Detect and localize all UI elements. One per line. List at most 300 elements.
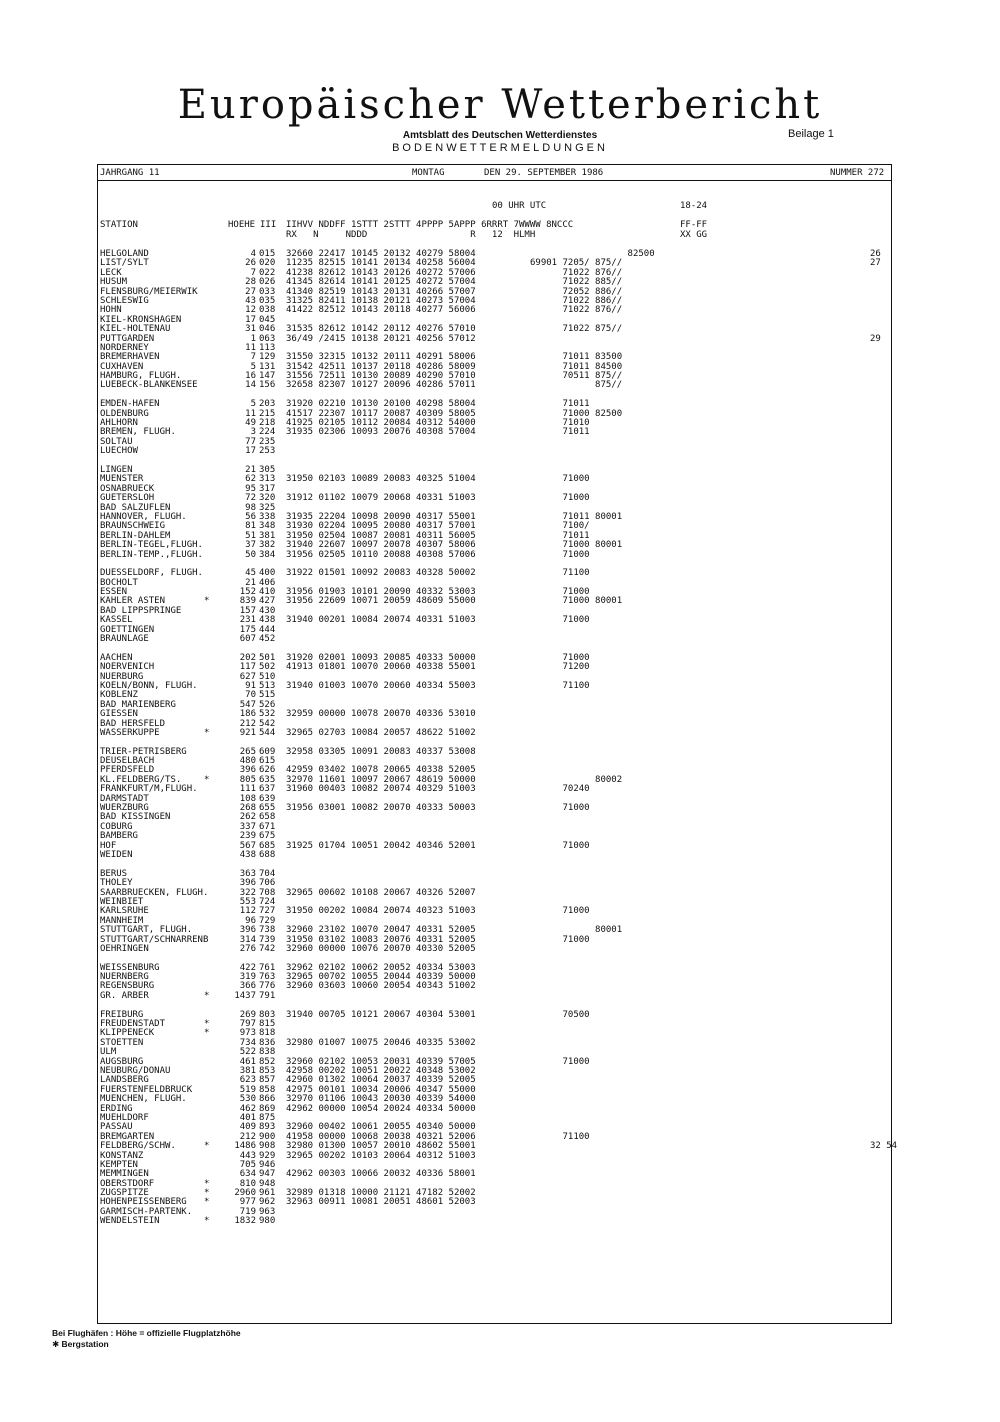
station-index: 513	[259, 680, 276, 691]
station-name: EMDEN-HAFEN	[100, 399, 160, 410]
observation-groups: 31940 22607 10097 20078 40307 58006	[286, 540, 476, 551]
station-index: 655	[259, 803, 276, 814]
station-index: 526	[259, 699, 276, 710]
additional-groups: 71022 875//	[530, 324, 623, 335]
station-name: DEUSELBACH	[100, 756, 155, 767]
observation-groups: 31912 01102 10079 20068 40331 51003	[286, 493, 476, 504]
observation-groups: 31956 03001 10082 20070 40333 50003	[286, 803, 476, 814]
time-label: 00 UHR UTC	[492, 201, 547, 211]
station-height: 212	[239, 1131, 256, 1142]
station-height: 108	[239, 793, 256, 804]
additional-groups: 71000	[530, 549, 590, 560]
station-index: 501	[259, 652, 276, 663]
station-index: 235	[259, 436, 276, 447]
observation-groups: 32960 00402 10061 20055 40340 50000	[286, 1122, 476, 1133]
station-name: WEISSENBURG	[100, 962, 160, 973]
station-height: 12	[245, 305, 256, 316]
station-index: 156	[259, 380, 276, 391]
observation-groups: 31950 03102 10083 20076 40331 52005	[286, 934, 476, 945]
station-index: 430	[259, 605, 276, 616]
station-index: 038	[259, 305, 276, 316]
station-height: 634	[239, 1169, 256, 1180]
observation-groups: 32960 02102 10053 20031 40339 57005	[286, 1056, 476, 1067]
additional-groups: 71200	[530, 662, 590, 673]
station-name: KIEL-KRONSHAGEN	[100, 314, 182, 325]
station-name: KOELN/BONN, FLUGH.	[100, 680, 198, 691]
station-height: 202	[239, 652, 256, 663]
report-date: DEN 29. SEPTEMBER 1986	[484, 168, 604, 178]
station-name: ZUGSPITZE	[100, 1188, 149, 1199]
station-index: 382	[259, 540, 276, 551]
station-name: OEHRINGEN	[100, 943, 149, 954]
station-name: THOLEY	[100, 878, 133, 889]
station-height: 7	[250, 352, 256, 363]
observation-groups: 31925 01704 10051 20042 40346 52001	[286, 840, 476, 851]
observation-groups: 32960 23102 10070 20047 40331 52005	[286, 925, 476, 936]
subtitle: Amtsblatt des Deutschen Wetterdienstes	[402, 130, 598, 141]
station-height: 623	[239, 1075, 256, 1086]
station-name: KOBLENZ	[100, 690, 138, 701]
station-name: KEMPTEN	[100, 1159, 138, 1170]
station-height: 319	[239, 972, 256, 983]
footnote-mountain-station: ✱ Bergstation	[52, 1339, 109, 1349]
additional-groups: 71022 885//	[530, 277, 623, 288]
station-index: 338	[259, 511, 276, 522]
station-index: 113	[259, 342, 276, 353]
station-name: LUEBECK-BLANKENSEE	[100, 380, 198, 391]
observation-groups: 41340 82519 10143 20131 40266 57007	[286, 286, 476, 297]
station-height: 719	[239, 1206, 256, 1217]
station-name: KARLSRUHE	[100, 906, 149, 917]
station-name: MUENCHEN, FLUGH.	[100, 1094, 187, 1105]
station-index: 704	[259, 868, 276, 879]
additional-groups: 71000 82500	[530, 408, 623, 419]
station-index: 452	[259, 634, 276, 645]
observation-groups: 41345 82614 10141 20125 40272 57004	[286, 277, 476, 288]
station-index: 685	[259, 840, 276, 851]
observation-groups: 11235 82515 10141 20134 40258 56004	[286, 258, 476, 269]
station-name: FREIBURG	[100, 1009, 144, 1020]
station-index: 035	[259, 295, 276, 306]
station-index: 852	[259, 1056, 276, 1067]
observation-groups: 31950 02103 10089 20083 40325 51004	[286, 474, 476, 485]
mountain-station-marker: *	[204, 596, 210, 607]
station-height: 705	[239, 1159, 256, 1170]
observation-groups: 41517 22307 10117 20087 40309 58005	[286, 408, 476, 419]
observation-groups: 42975 00101 10034 20006 40347 55000	[286, 1084, 476, 1095]
station-index: 427	[259, 596, 276, 607]
station-height: 72	[245, 493, 256, 504]
station-index: 045	[259, 314, 276, 325]
station-height: 7	[250, 267, 256, 278]
station-name: BAD HERSFELD	[100, 718, 166, 729]
additional-groups: 71000	[530, 474, 590, 485]
observation-groups: 31325 82411 10138 20121 40273 57004	[286, 295, 476, 306]
station-index: 675	[259, 831, 276, 842]
station-name: HANNOVER, FLUGH.	[100, 511, 187, 522]
station-name: OLDENBURG	[100, 408, 149, 419]
mountain-station-marker: *	[204, 727, 210, 738]
station-index: 063	[259, 333, 276, 344]
observation-groups: 31940 00201 10084 20074 40331 51003	[286, 615, 476, 626]
station-index: 542	[259, 718, 276, 729]
station-name: GR. ARBER	[100, 990, 149, 1001]
station-name: PASSAU	[100, 1122, 133, 1133]
station-name: FREUDENSTADT	[100, 1019, 166, 1030]
observation-groups: 31960 00403 10082 20074 40329 51003	[286, 784, 476, 795]
station-height: 17	[245, 314, 256, 325]
observation-groups: 42962 00303 10066 20032 40336 58001	[286, 1169, 476, 1180]
station-index: 253	[259, 446, 276, 457]
station-index: 858	[259, 1084, 276, 1095]
station-name: STUTTGART/SCHNARRENB	[100, 934, 209, 945]
additional-groups: 80001	[530, 925, 623, 936]
station-height: 480	[239, 756, 256, 767]
station-height: 734	[239, 1037, 256, 1048]
station-name: BAMBERG	[100, 831, 138, 842]
station-height: 27	[245, 286, 256, 297]
station-name: AUGSBURG	[100, 1056, 144, 1067]
station-height: 530	[239, 1094, 256, 1105]
wind-gust-groups: 26	[870, 249, 881, 259]
station-height: 157	[239, 605, 256, 616]
station-name: GOETTINGEN	[100, 624, 155, 635]
station-index: 400	[259, 568, 276, 579]
observation-groups: 41925 02105 10112 20084 40312 54000	[286, 418, 476, 429]
observation-groups: 32959 00000 10078 20070 40336 53010	[286, 709, 476, 720]
station-index: 708	[259, 887, 276, 898]
station-index: 688	[259, 850, 276, 860]
additional-groups: 71000	[530, 840, 590, 851]
station-index: 609	[259, 746, 276, 757]
station-name: WASSERKUPPE	[100, 727, 160, 738]
station-name: BOCHOLT	[100, 577, 138, 588]
station-name: KAHLER ASTEN	[100, 596, 166, 607]
station-index: 438	[259, 615, 276, 626]
station-name: HOHN	[100, 305, 122, 316]
mountain-station-marker: *	[204, 1188, 210, 1199]
station-height: 268	[239, 803, 256, 814]
station-name: BREMEN, FLUGH.	[100, 427, 176, 438]
station-height: 11	[245, 408, 256, 419]
station-index: 838	[259, 1047, 276, 1058]
wind-gust-groups: 29	[870, 333, 881, 344]
station-height: 77	[245, 436, 256, 447]
station-name: WEINBIET	[100, 896, 144, 907]
station-height: 239	[239, 831, 256, 842]
station-height: 314	[239, 934, 256, 945]
mountain-station-marker: *	[204, 1019, 210, 1030]
additional-groups: 71000	[530, 906, 590, 917]
station-index: 317	[259, 483, 276, 494]
station-height: 26	[245, 258, 256, 269]
station-index: 908	[259, 1141, 276, 1152]
station-height: 269	[239, 1009, 256, 1020]
station-name: ESSEN	[100, 587, 128, 598]
observation-groups: 32980 01300 10057 20010 48602 55001	[286, 1141, 476, 1152]
station-index: 635	[259, 774, 276, 785]
station-name: NORDERNEY	[100, 342, 149, 353]
station-name: NUERNBERG	[100, 972, 149, 983]
additional-groups: 71000	[530, 803, 590, 814]
station-height: 522	[239, 1047, 256, 1058]
station-height: 70	[245, 690, 256, 701]
station-height: 4	[250, 249, 256, 259]
station-name: MEMMINGEN	[100, 1169, 149, 1180]
station-index: 444	[259, 624, 276, 635]
observation-groups: 32989 01318 10000 21121 47182 52002	[286, 1188, 476, 1199]
station-name: LIST/SYLT	[100, 258, 149, 269]
mountain-station-marker: *	[204, 1178, 210, 1189]
additional-groups: 70500	[530, 1009, 590, 1020]
station-height: 396	[239, 878, 256, 889]
station-index: 639	[259, 793, 276, 804]
station-height: 17	[245, 446, 256, 457]
additional-groups: 71000	[530, 1056, 590, 1067]
station-height: 265	[239, 746, 256, 757]
station-index: 637	[259, 784, 276, 795]
station-name: OSNABRUECK	[100, 483, 155, 494]
station-name: FUERSTENFELDBRUCK	[100, 1084, 193, 1095]
station-name: TRIER-PETRISBERG	[100, 746, 187, 757]
observation-groups: 31935 22204 10098 20090 40317 55001	[286, 511, 476, 522]
station-name: MANNHEIM	[100, 915, 144, 926]
station-height: 231	[239, 615, 256, 626]
station-index: 706	[259, 878, 276, 889]
footnote-airports: Bei Flughäfen : Höhe = offizielle Flugplatzhöhe	[52, 1328, 241, 1338]
additional-groups: 71000 80001	[530, 596, 623, 607]
station-name: BERLIN-DAHLEM	[100, 530, 171, 541]
station-name: GIESSEN	[100, 709, 138, 720]
station-index: 305	[259, 464, 276, 475]
station-index: 893	[259, 1122, 276, 1133]
station-name: HELGOLAND	[100, 249, 149, 259]
station-index: 727	[259, 906, 276, 917]
station-height: 51	[245, 530, 256, 541]
additional-groups: 71011	[530, 530, 590, 541]
station-height: 28	[245, 277, 256, 288]
station-index: 203	[259, 399, 276, 410]
station-name: BREMGARTEN	[100, 1131, 155, 1142]
station-height: 21	[245, 577, 256, 588]
station-height: 1437	[234, 990, 256, 1001]
report-frame	[97, 164, 892, 1324]
station-index: 900	[259, 1131, 276, 1142]
column-station: STATION	[100, 220, 138, 230]
station-index: 724	[259, 896, 276, 907]
station-index: 818	[259, 1028, 276, 1039]
observation-groups: 31920 02210 10130 20100 40298 58004	[286, 399, 476, 410]
station-index: 515	[259, 690, 276, 701]
station-index: 502	[259, 662, 276, 673]
station-height: 43	[245, 295, 256, 306]
station-name: BAD SALZUFLEN	[100, 502, 171, 513]
additional-groups: 71000	[530, 934, 590, 945]
station-name: LANDSBERG	[100, 1075, 149, 1086]
station-name: STOETTEN	[100, 1037, 144, 1048]
observation-groups: 32965 00202 10103 20064 40312 51003	[286, 1150, 476, 1161]
observation-groups: 31922 01501 10092 20083 40328 50002	[286, 568, 476, 579]
observation-groups: 42960 01302 10064 20037 40339 52005	[286, 1075, 476, 1086]
additional-groups: 82500	[530, 249, 655, 259]
station-height: 422	[239, 962, 256, 973]
station-index: 020	[259, 258, 276, 269]
station-name: BRAUNSCHWEIG	[100, 521, 166, 532]
additional-groups: 71010	[530, 418, 590, 429]
station-height: 797	[239, 1019, 256, 1030]
additional-groups: 71000 80001	[530, 540, 623, 551]
station-height: 366	[239, 981, 256, 992]
station-height: 50	[245, 549, 256, 560]
station-index: 739	[259, 934, 276, 945]
station-height: 16	[245, 371, 256, 382]
station-height: 95	[245, 483, 256, 494]
station-name: STUTTGART, FLUGH.	[100, 925, 193, 936]
station-height: 5	[250, 399, 256, 410]
station-name: SCHLESWIG	[100, 295, 149, 306]
station-index: 410	[259, 587, 276, 598]
station-index: 791	[259, 990, 276, 1001]
station-name: PUTTGARDEN	[100, 333, 155, 344]
page-title: Europäischer Wetterbericht	[177, 82, 823, 128]
additional-groups: 71000	[530, 587, 590, 598]
additional-groups: 69901 7205/ 875//	[530, 258, 623, 269]
station-name: ERDING	[100, 1103, 133, 1114]
station-name: KLIPPENECK	[100, 1028, 155, 1039]
additional-groups: 71022 876//	[530, 305, 623, 316]
observation-groups: 32963 00911 10081 20051 48601 52003	[286, 1197, 476, 1208]
station-index: 325	[259, 502, 276, 513]
station-height: 547	[239, 699, 256, 710]
station-name: KIEL-HOLTENAU	[100, 324, 171, 335]
mountain-station-marker: *	[204, 1028, 210, 1039]
station-name: BRAUNLAGE	[100, 634, 149, 645]
station-height: 607	[239, 634, 256, 645]
station-index: 015	[259, 249, 276, 259]
station-name: GARMISCH-PARTENK.	[100, 1206, 193, 1217]
station-height: 152	[239, 587, 256, 598]
station-height: 175	[239, 624, 256, 635]
section-title: BODENWETTERMELDUNGEN	[392, 142, 608, 154]
station-name: BERLIN-TEGEL,FLUGH.	[100, 540, 203, 551]
column-xxgg: XX GG	[680, 230, 708, 240]
station-index: 215	[259, 408, 276, 419]
weekday: MONTAG	[412, 168, 445, 178]
station-index: 544	[259, 727, 276, 738]
station-index: 836	[259, 1037, 276, 1048]
station-height: 443	[239, 1150, 256, 1161]
station-height: 14	[245, 380, 256, 391]
station-height: 396	[239, 925, 256, 936]
station-name: NOERVENICH	[100, 662, 155, 673]
station-index: 761	[259, 962, 276, 973]
station-index: 980	[259, 1216, 276, 1227]
observation-groups: 31940 00705 10121 20067 40304 53001	[286, 1009, 476, 1020]
observation-groups: 36/49 /2415 10138 20121 40256 57012	[286, 333, 476, 344]
station-name: REGENSBURG	[100, 981, 155, 992]
station-height: 363	[239, 868, 256, 879]
station-index: 022	[259, 267, 276, 278]
column-iii: III	[260, 220, 277, 230]
station-height: 396	[239, 765, 256, 776]
station-index: 763	[259, 972, 276, 983]
station-name: LINGEN	[100, 464, 133, 475]
station-height: 212	[239, 718, 256, 729]
station-height: 112	[239, 906, 256, 917]
observation-groups: 42958 00202 10051 20022 40348 53002	[286, 1065, 476, 1076]
station-index: 961	[259, 1188, 276, 1199]
station-index: 853	[259, 1065, 276, 1076]
station-name: HOF	[100, 840, 117, 851]
station-height: 438	[239, 850, 256, 860]
additional-groups: 71100	[530, 680, 590, 691]
station-height: 91	[245, 680, 256, 691]
station-name: SOLTAU	[100, 436, 133, 447]
station-height: 1	[250, 333, 256, 344]
station-name: FELDBERG/SCHW.	[100, 1141, 176, 1152]
additional-groups: 71011 84500	[530, 361, 623, 372]
station-index: 729	[259, 915, 276, 926]
issue-number: NUMMER 272	[830, 168, 885, 178]
observation-groups: 32660 22417 10145 20132 40279 58004	[286, 249, 476, 259]
station-index: 869	[259, 1103, 276, 1114]
column-hoehe: HOEHE	[228, 220, 256, 230]
station-index: 658	[259, 812, 276, 823]
station-height: 37	[245, 540, 256, 551]
period-label: 18-24	[680, 201, 708, 211]
additional-groups: 71011 83500	[530, 352, 623, 363]
station-height: 567	[239, 840, 256, 851]
station-name: DARMSTADT	[100, 793, 149, 804]
station-index: 671	[259, 821, 276, 832]
station-height: 186	[239, 709, 256, 720]
station-index: 866	[259, 1094, 276, 1105]
station-height: 3	[250, 427, 256, 438]
station-height: 276	[239, 943, 256, 954]
observation-groups: 31950 00202 10084 20074 40323 51003	[286, 906, 476, 917]
station-name: BAD KISSINGEN	[100, 812, 171, 823]
observation-groups: 41913 01801 10070 20060 40338 55001	[286, 662, 476, 673]
station-height: 1832	[234, 1216, 256, 1227]
additional-groups: 71000	[530, 615, 590, 626]
station-index: 320	[259, 493, 276, 504]
station-index: 615	[259, 756, 276, 767]
station-name: WUERZBURG	[100, 803, 149, 814]
observation-groups: 31542 42511 10137 20118 40286 58009	[286, 361, 476, 372]
additional-groups: 71100	[530, 568, 590, 579]
station-index: 026	[259, 277, 276, 288]
station-name: BERLIN-TEMP.,FLUGH.	[100, 549, 203, 560]
station-name: FRANKFURT/M,FLUGH.	[100, 784, 198, 795]
observation-groups: 31950 02504 10087 20081 40311 56005	[286, 530, 476, 541]
station-index: 131	[259, 361, 276, 372]
station-index: 946	[259, 1159, 276, 1170]
station-index: 129	[259, 352, 276, 363]
station-name: HOHENPEISSENBERG	[100, 1197, 187, 1208]
station-index: 510	[259, 671, 276, 682]
station-height: 977	[239, 1197, 256, 1208]
station-name: SAARBRUECKEN, FLUGH.	[100, 887, 209, 898]
station-height: 262	[239, 812, 256, 823]
additional-groups: 71011	[530, 427, 590, 438]
station-index: 626	[259, 765, 276, 776]
station-name: KONSTANZ	[100, 1150, 144, 1161]
station-height: 45	[245, 568, 256, 579]
observation-groups: 31550 32315 10132 20111 40291 58006	[286, 352, 476, 363]
station-height: 627	[239, 671, 256, 682]
observation-groups: 32962 02102 10062 20052 40334 53003	[286, 962, 476, 973]
observation-groups: 32658 82307 10127 20096 40286 57011	[286, 380, 476, 391]
